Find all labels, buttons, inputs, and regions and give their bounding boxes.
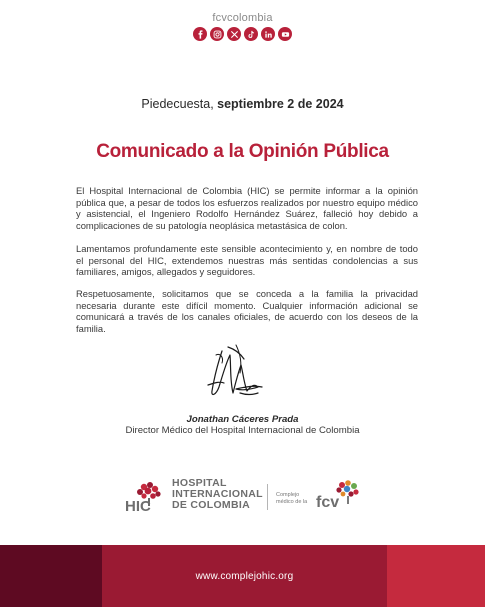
footer-right-block: [387, 545, 485, 607]
hic-name-line-1: HOSPITAL: [172, 477, 227, 489]
footer-mid-block: [102, 545, 387, 607]
paragraph-3: Respetuosamente, solicitamos que se conceda a la familia la privacidad necesaria durante este difícil momento. Cualquier información adicional se comunicará a través de los canales oficiales, de acuerdo con los deseos de la familia.: [76, 288, 418, 334]
logo-divider: [267, 484, 268, 510]
facebook-icon[interactable]: [193, 27, 207, 41]
hic-abbr: HIC: [125, 498, 151, 515]
page-title: Comunicado a la Opinión Pública: [96, 141, 389, 162]
date-value: septiembre 2 de 2024: [217, 97, 344, 111]
x-icon[interactable]: [227, 27, 241, 41]
social-handle: fcvcolombia: [212, 12, 273, 24]
footer-logos: [125, 477, 370, 516]
website-link[interactable]: www.complejohic.org: [195, 570, 294, 582]
paragraph-2: Lamentamos profundamente este sensible acontecimiento y, en nombre de todo el personal del HIC, extendemos nuestras más sentidas condolencias a sus familiares, amigos, allegados y seguidores.: [76, 243, 418, 278]
signer-role: Director Médico del Hospital Internacional de Colombia: [125, 425, 360, 436]
youtube-icon[interactable]: [278, 27, 292, 41]
paragraph-1: El Hospital Internacional de Colombia (HIC) se permite informar a la opinión pública que, a pesar de todos los esfuerzos realizados por nuestro equipo médico y asistencial, el Ingeniero Rodolfo Hernández Suárez, falleció hoy debido a complicaciones de su patología neoplásica metastásica de colon.: [76, 185, 418, 231]
tiktok-icon[interactable]: [244, 27, 258, 41]
instagram-icon[interactable]: [210, 27, 224, 41]
signer-name: Jonathan Cáceres Prada: [186, 414, 299, 425]
date-place: Piedecuesta,: [141, 97, 218, 111]
complejo-label: [276, 492, 307, 505]
footer-band: [0, 545, 485, 607]
complejo-line-2: médico de la: [276, 498, 308, 505]
hic-name-line-3: DE COLOMBIA: [172, 499, 250, 511]
handwritten-signature: [200, 343, 280, 405]
header: [0, 12, 485, 41]
dateline: [0, 97, 485, 111]
footer-left-block: [0, 545, 102, 607]
fcv-logo-text: fcv: [316, 494, 340, 511]
hic-name-line-2: INTERNACIONAL: [172, 488, 263, 500]
complejo-line-1: Complejo: [276, 492, 300, 498]
linkedin-icon[interactable]: [261, 27, 275, 41]
social-icons: [0, 27, 485, 41]
